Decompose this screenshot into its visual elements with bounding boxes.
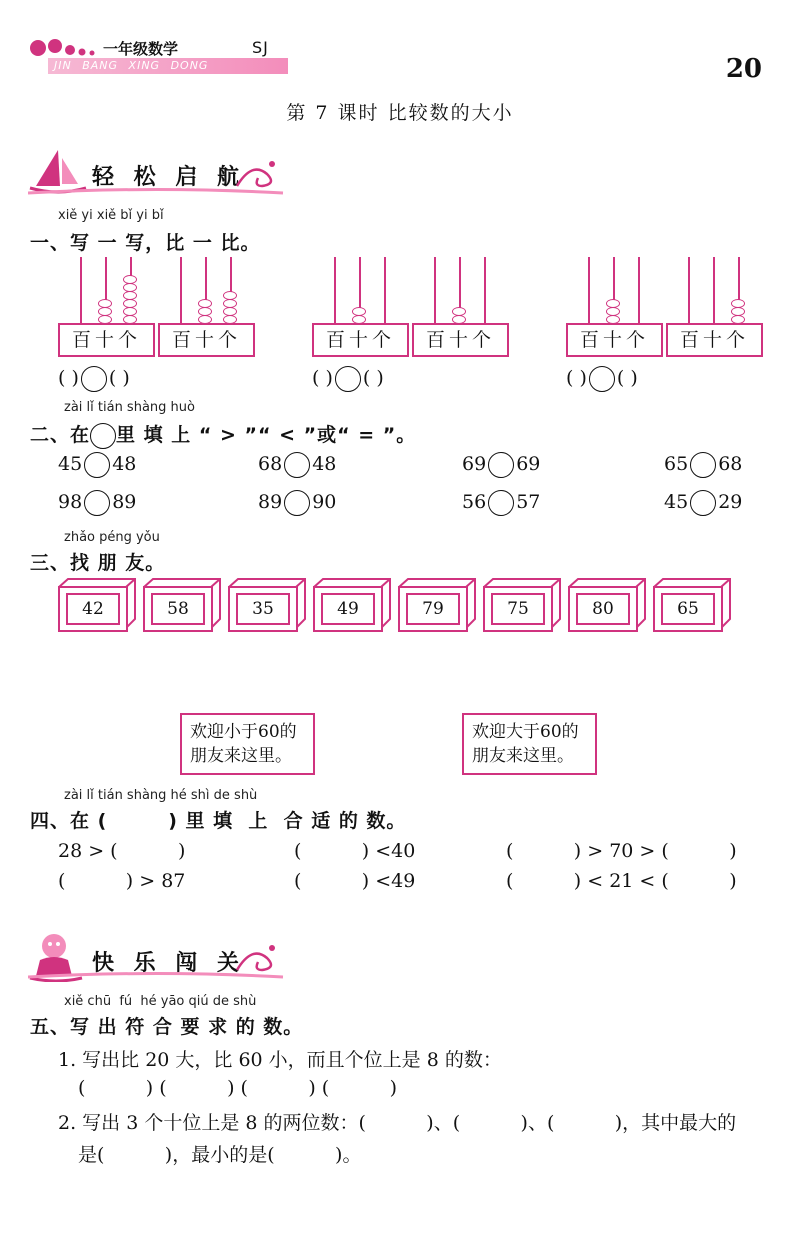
abacus bbox=[158, 255, 254, 355]
abacus bbox=[666, 255, 762, 355]
abacus-bead bbox=[123, 291, 137, 300]
q5-pinyin: xiě chū fú hé yāo qiú de shù bbox=[64, 994, 257, 1009]
abacus-rod bbox=[384, 257, 386, 323]
place-value-label: 百十个 bbox=[566, 323, 663, 357]
abacus-rod bbox=[484, 257, 486, 323]
abacus-rod bbox=[588, 257, 590, 323]
q1-blank[interactable]: ( ) bbox=[312, 367, 333, 389]
q1-blank[interactable]: ( ) bbox=[108, 367, 130, 389]
q1-blank[interactable]: ( ) bbox=[58, 367, 79, 389]
box-number: 65 bbox=[661, 593, 715, 625]
place-value-label: 百十个 bbox=[412, 323, 509, 357]
q2-comparison-item bbox=[462, 490, 540, 516]
abacus-bead bbox=[198, 307, 212, 316]
number-boxes-row bbox=[0, 578, 800, 638]
box-front bbox=[483, 586, 553, 632]
abacus-rod bbox=[334, 257, 336, 323]
compare-circle[interactable] bbox=[284, 490, 310, 516]
abacus-bead bbox=[123, 275, 137, 284]
compare-circle[interactable] bbox=[81, 366, 107, 392]
q2-comparison-grid bbox=[0, 452, 800, 532]
q3-pinyin: zhǎo péng yǒu bbox=[64, 530, 160, 545]
number-box[interactable] bbox=[143, 578, 221, 628]
q2-comparison-item bbox=[258, 490, 336, 516]
place-value-label: 百十个 bbox=[312, 323, 409, 357]
abacus-bead bbox=[223, 299, 237, 308]
q5-item2[interactable]: 2. 写出 3 个十位上是 8 的两位数：( )、( )、( )，其中最大的 bbox=[58, 1112, 737, 1134]
abacus-bead bbox=[606, 307, 620, 316]
q2-left-number: 56 bbox=[462, 491, 487, 513]
q2-comparison-item bbox=[58, 490, 136, 516]
number-box[interactable] bbox=[398, 578, 476, 628]
q4-row2-item1[interactable]: ( ) > 87 bbox=[58, 870, 186, 892]
number-box[interactable] bbox=[228, 578, 306, 628]
abacus-bead bbox=[223, 291, 237, 300]
q2-comparison-item bbox=[462, 452, 540, 478]
abacus-bead bbox=[731, 307, 745, 316]
abacus-rod bbox=[713, 257, 715, 323]
q1-pinyin: xiě yi xiě bǐ yi bǐ bbox=[58, 208, 164, 223]
q4-row1-item2[interactable]: ( ) <40 bbox=[294, 840, 416, 862]
abacus-bead bbox=[123, 283, 137, 292]
header-code: SJ bbox=[252, 38, 269, 57]
abacus-bead bbox=[606, 299, 620, 308]
place-value-label: 百十个 bbox=[158, 323, 255, 357]
q3-title: 三、找 朋 友。 bbox=[30, 552, 166, 574]
q5-item2-continuation[interactable]: 是( )，最小的是( )。 bbox=[78, 1144, 362, 1166]
abacus bbox=[58, 255, 154, 355]
compare-circle[interactable] bbox=[488, 452, 514, 478]
box-number: 49 bbox=[321, 593, 375, 625]
q5-item1: 1. 写出比 20 大，比 60 小，而且个位上是 8 的数： bbox=[58, 1049, 502, 1071]
q4-title: 四、在 ( ) 里 填 上 合 适 的 数。 bbox=[30, 810, 407, 832]
compare-circle[interactable] bbox=[335, 366, 361, 392]
q1-title: 一、写 一 写，比 一 比。 bbox=[30, 232, 261, 254]
box-number: 42 bbox=[66, 593, 120, 625]
box-front bbox=[653, 586, 723, 632]
box-number: 79 bbox=[406, 593, 460, 625]
box-front bbox=[568, 586, 638, 632]
abacus-bead bbox=[98, 307, 112, 316]
header-title: 一年级数学 bbox=[103, 40, 179, 58]
box-number: 58 bbox=[151, 593, 205, 625]
box-front bbox=[143, 586, 213, 632]
abacus-bead bbox=[352, 307, 366, 316]
compare-circle[interactable] bbox=[84, 452, 110, 478]
abacus-rod bbox=[80, 257, 82, 323]
section-banner-easy-start: 轻 松 启 航 bbox=[92, 165, 245, 190]
q1-blank[interactable]: ( ) bbox=[566, 367, 587, 389]
q2-comparison-item bbox=[58, 452, 136, 478]
abacus bbox=[412, 255, 508, 355]
page-number: 20 bbox=[725, 54, 762, 84]
abacus bbox=[312, 255, 408, 355]
q1-blank[interactable]: ( ) bbox=[362, 367, 384, 389]
q2-title-circle bbox=[90, 423, 116, 449]
q2-right-number: 90 bbox=[312, 491, 337, 513]
q4-row1-item3[interactable]: ( ) > 70 > ( ) bbox=[506, 840, 737, 862]
q1-compare-row-3 bbox=[566, 366, 776, 392]
q2-right-number: 29 bbox=[718, 491, 743, 513]
box-number: 35 bbox=[236, 593, 290, 625]
q2-left-number: 65 bbox=[664, 453, 689, 475]
compare-circle[interactable] bbox=[84, 490, 110, 516]
q4-row2-item3[interactable]: ( ) < 21 < ( ) bbox=[506, 870, 737, 892]
abacus-bead bbox=[731, 299, 745, 308]
abacus bbox=[566, 255, 662, 355]
abacus-bead bbox=[123, 299, 137, 308]
abacus-rod bbox=[180, 257, 182, 323]
abacus-bead bbox=[452, 307, 466, 316]
box-number: 75 bbox=[491, 593, 545, 625]
section-banner-happy-challenge: 快 乐 闯 关 bbox=[92, 951, 245, 976]
abacus-bead bbox=[198, 299, 212, 308]
abacus-area bbox=[0, 255, 800, 355]
compare-circle[interactable] bbox=[488, 490, 514, 516]
abacus-rod bbox=[688, 257, 690, 323]
compare-circle[interactable] bbox=[690, 490, 716, 516]
compare-circle[interactable] bbox=[589, 366, 615, 392]
q2-comparison-item bbox=[664, 452, 742, 478]
abacus-rod bbox=[638, 257, 640, 323]
q1-compare-row-1 bbox=[58, 366, 268, 392]
swirl-ornament-icon bbox=[232, 156, 282, 192]
q1-compare-row-2 bbox=[312, 366, 522, 392]
q2-title-post: 里 填 上 “ > ”“ < ”或“ = ”。 bbox=[116, 424, 417, 446]
q2-comparison-item bbox=[258, 452, 336, 478]
q5-title: 五、写 出 符 合 要 求 的 数。 bbox=[30, 1016, 304, 1038]
place-value-label: 百十个 bbox=[58, 323, 155, 357]
abacus-bead bbox=[98, 299, 112, 308]
q4-row2-item2[interactable]: ( ) <49 bbox=[294, 870, 416, 892]
sign-less-than-60[interactable]: 欢迎小于60的朋友来这里。 bbox=[180, 713, 315, 775]
number-box[interactable] bbox=[483, 578, 561, 628]
box-front bbox=[58, 586, 128, 632]
abacus-bead bbox=[123, 307, 137, 316]
number-box[interactable] bbox=[653, 578, 731, 628]
q2-left-number: 45 bbox=[58, 453, 83, 475]
abacus-rod bbox=[434, 257, 436, 323]
swirl-ornament-icon bbox=[232, 940, 282, 976]
q5-item1-blanks[interactable]: ( ) ( ) ( ) ( ) bbox=[78, 1077, 398, 1099]
q4-pinyin: zài lǐ tián shàng hé shì de shù bbox=[64, 788, 258, 803]
q2-left-number: 68 bbox=[258, 453, 283, 475]
q1-blank[interactable]: ( ) bbox=[616, 367, 638, 389]
q2-title bbox=[30, 420, 416, 449]
compare-circle[interactable] bbox=[284, 452, 310, 478]
q2-right-number: 57 bbox=[516, 491, 541, 513]
q2-right-number: 48 bbox=[112, 453, 137, 475]
box-front bbox=[228, 586, 298, 632]
q4-row1-item1[interactable]: 28 > ( ) bbox=[58, 840, 186, 862]
q2-comparison-item bbox=[664, 490, 742, 516]
place-value-label: 百十个 bbox=[666, 323, 763, 357]
q2-left-number: 89 bbox=[258, 491, 283, 513]
q2-left-number: 45 bbox=[664, 491, 689, 513]
lesson-title: 第 7 课时 比较数的大小 bbox=[286, 102, 514, 124]
q2-pinyin: zài lǐ tián shàng huò bbox=[64, 400, 195, 415]
q2-right-number: 68 bbox=[718, 453, 743, 475]
sign-greater-than-60[interactable]: 欢迎大于60的朋友来这里。 bbox=[462, 713, 597, 775]
number-box[interactable] bbox=[58, 578, 136, 628]
q2-right-number: 89 bbox=[112, 491, 137, 513]
q2-left-number: 69 bbox=[462, 453, 487, 475]
number-box[interactable] bbox=[568, 578, 646, 628]
box-front bbox=[398, 586, 468, 632]
number-box[interactable] bbox=[313, 578, 391, 628]
abacus-bead bbox=[223, 307, 237, 316]
box-front bbox=[313, 586, 383, 632]
compare-circle[interactable] bbox=[690, 452, 716, 478]
header-subtitle: JIN BANG XING DONG bbox=[54, 59, 209, 72]
q2-title-pre: 二、在 bbox=[30, 424, 91, 446]
q2-right-number: 69 bbox=[516, 453, 541, 475]
q2-right-number: 48 bbox=[312, 453, 337, 475]
box-number: 80 bbox=[576, 593, 630, 625]
q2-left-number: 98 bbox=[58, 491, 83, 513]
